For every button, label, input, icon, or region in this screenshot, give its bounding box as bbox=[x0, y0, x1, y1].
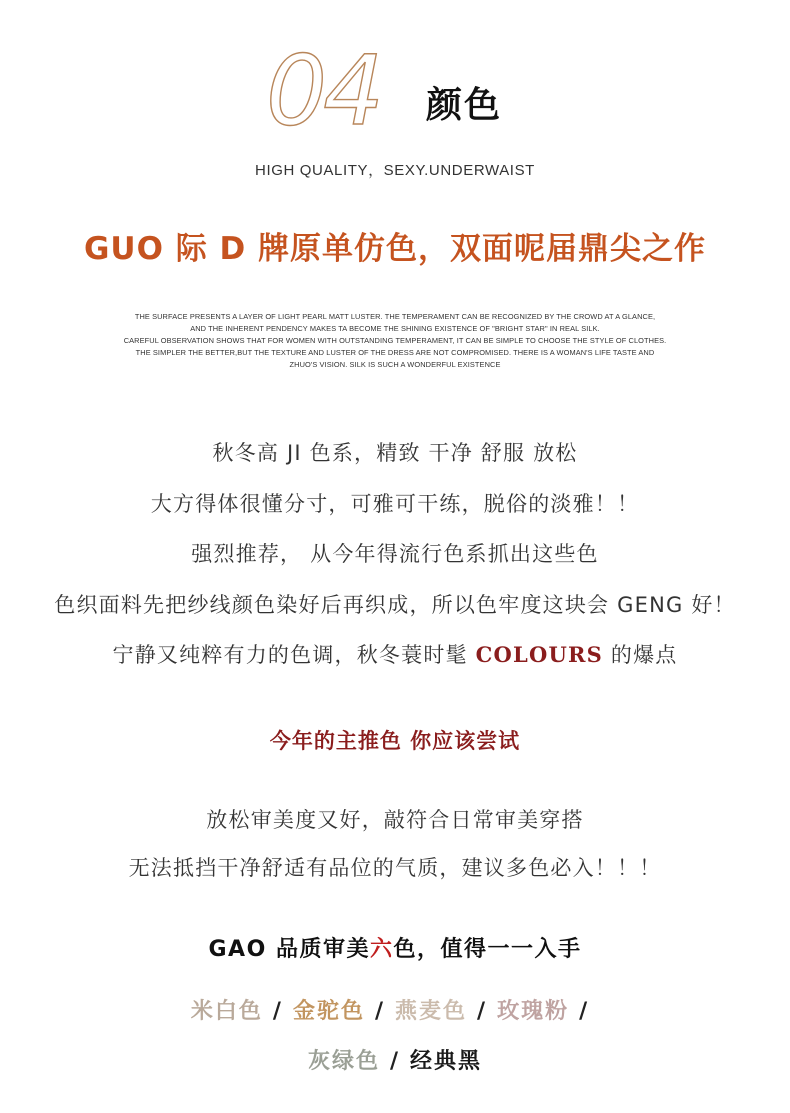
section-title: 颜色 bbox=[426, 85, 503, 126]
color-name: 燕麦色 bbox=[395, 999, 468, 1024]
english-line: AND THE INHERENT PENDENCY MAKES TA BECOME THE SHINING EXISTENCE OF "BRIGHT STAR" IN REAL SILK. bbox=[190, 324, 600, 333]
separator: / bbox=[477, 999, 488, 1024]
description-line: 色织面料先把纱线颜色染好后再织成，所以色牢度这块会 GENG 好！ bbox=[54, 592, 736, 617]
description-line: 强烈推荐， 从今年得流行色系抓出这些色 bbox=[191, 542, 599, 566]
heading-suffix: 色，值得一一入手 bbox=[393, 937, 582, 962]
color-name: 玫瑰粉 bbox=[497, 999, 570, 1024]
color-name: 灰绿色 bbox=[307, 1049, 380, 1074]
line-suffix: 的爆点 bbox=[603, 643, 678, 667]
english-line: THE SIMPLER THE BETTER,BUT THE TEXTURE AND LUSTER OF THE DRESS ARE NOT COMPROMISED. THERE IS A WOMAN'S LIFE TASTE AND bbox=[135, 348, 655, 357]
color-name: 经典黑 bbox=[410, 1049, 483, 1074]
english-line: CAREFUL OBSERVATION SHOWS THAT FOR WOMEN WITH OUTSTANDING TEMPERAMENT, IT CAN BE SIMPLE TO CHOOSE THE STYLE OF CLOTHES. bbox=[123, 336, 667, 345]
description-line: 秋冬高 JI 色系，精致 干净 舒服 放松 bbox=[212, 441, 578, 465]
recommendation-line: 放松审美度又好，敲符合日常审美穿搭 bbox=[206, 808, 584, 832]
svg-text:04: 04 bbox=[266, 36, 381, 136]
six-colors-heading bbox=[0, 930, 790, 970]
english-line: THE SURFACE PRESENTS A LAYER OF LIGHT PEARL MATT LUSTER. THE TEMPERAMENT CAN BE RECOGNIZED BY THE CROWD AT A GLANCE, bbox=[134, 312, 656, 321]
color-name: 金驼色 bbox=[292, 999, 365, 1024]
separator: / bbox=[374, 999, 385, 1024]
colours-highlight: COLOURS bbox=[475, 642, 603, 667]
recommendation-line: 无法抵挡干净舒适有品位的气质，建议多色必入！！！ bbox=[128, 856, 662, 880]
heading-prefix: GAO 品质审美 bbox=[208, 937, 370, 962]
color-list-row-2 bbox=[0, 1042, 790, 1082]
description-block bbox=[0, 433, 790, 686]
section-number bbox=[262, 36, 412, 136]
color-list-row-1 bbox=[0, 992, 790, 1032]
english-line: ZHUO'S VISION. SILK IS SUCH A WONDERFUL EXISTENCE bbox=[289, 360, 501, 369]
description-line: 大方得体很懂分寸，可雅可干练，脱俗的淡雅！！ bbox=[150, 491, 640, 516]
six-highlight: 六 bbox=[369, 937, 394, 962]
recommendation-block bbox=[0, 798, 790, 894]
separator: / bbox=[579, 999, 590, 1024]
description-line-colours bbox=[0, 635, 790, 686]
separator: / bbox=[389, 1049, 401, 1074]
color-name: 米白色 bbox=[190, 999, 263, 1024]
sub-heading: 今年的主推色 你应该尝试 bbox=[269, 729, 521, 753]
separator: / bbox=[272, 999, 283, 1024]
headline: GUO 际 D 牌原单仿色，双面呢届鼎尖之作 bbox=[83, 231, 707, 267]
line-prefix: 宁静又纯粹有力的色调，秋冬蓑时髦 bbox=[112, 643, 476, 667]
english-paragraph bbox=[0, 311, 790, 371]
tagline: HIGH QUALITY，SEXY.UNDERWAIST bbox=[255, 162, 535, 179]
